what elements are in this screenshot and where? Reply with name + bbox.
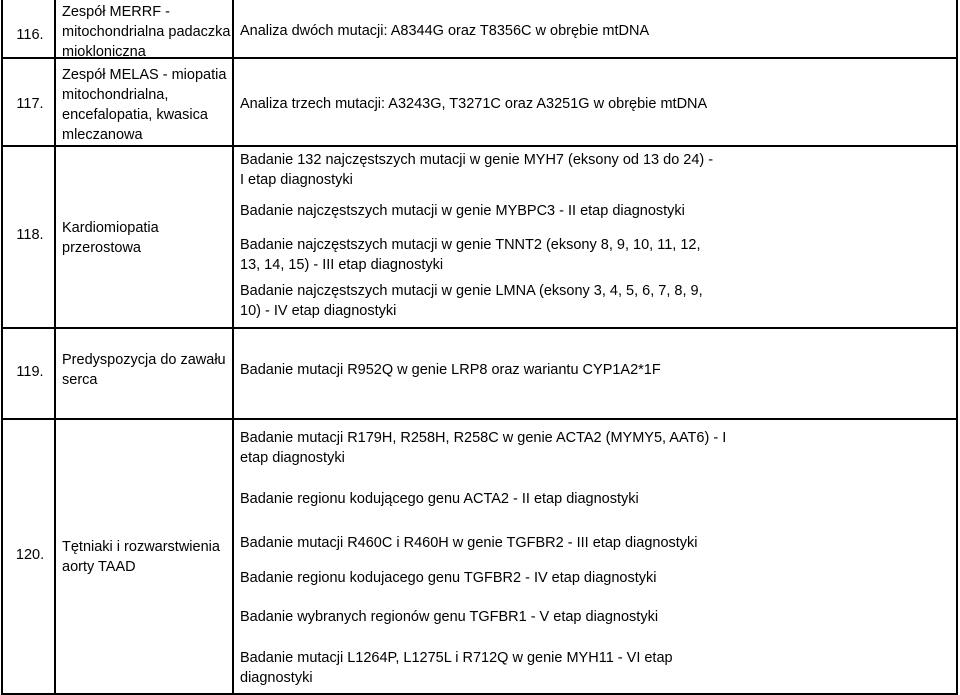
test-description: Badanie mutacji L1264P, L1275L i R712Q w genie MYH11 - VI etap diagnostyki <box>240 650 673 686</box>
test-description: Badanie najczęstszych mutacji w genie TNNT2 (eksony 8, 9, 10, 11, 12, 13, 14, 15) - III etap diagnostyki <box>240 237 701 273</box>
row-number: 120. <box>15 547 45 563</box>
row-divider <box>1 418 958 420</box>
test-description: Badanie najczęstszych mutacji w genie LMNA (eksony 3, 4, 5, 6, 7, 8, 9, 10) - IV etap diagnostyki <box>240 283 703 319</box>
row-number: 117. <box>16 96 44 112</box>
test-description: Badanie mutacji R179H, R258H, R258C w genie ACTA2 (MYMY5, AAT6) - I etap diagnostyki <box>240 430 727 466</box>
test-description: Analiza dwóch mutacji: A8344G oraz T8356C w obrębie mtDNA <box>240 23 650 39</box>
test-description: Analiza trzech mutacji: A3243G, T3271C oraz A3251G w obrębie mtDNA <box>240 96 708 112</box>
test-description: Badanie regionu kodujacego genu TGFBR2 - IV etap diagnostyki <box>240 570 657 586</box>
test-description: Badanie mutacji R460C i R460H w genie TGFBR2 - III etap diagnostyki <box>240 535 698 551</box>
disease-name: Zespół MELAS - miopatia mitochondrialna, encefalopatia, kwasica mleczanowa <box>62 67 227 143</box>
disease-name: Tętniaki i rozwarstwienia aorty TAAD <box>62 539 220 575</box>
disease-name: Kardiomiopatia przerostowa <box>62 220 159 256</box>
test-description: Badanie regionu kodującego genu ACTA2 - II etap diagnostyki <box>240 491 639 507</box>
test-description: Badanie 132 najczęstszych mutacji w genie MYH7 (eksony od 13 do 24) - I etap diagnostyki <box>240 152 714 188</box>
test-description: Badanie najczęstszych mutacji w genie MYBPC3 - II etap diagnostyki <box>240 203 685 219</box>
row-number: 119. <box>16 364 44 380</box>
table-border-left <box>1 0 3 695</box>
row-number: 118. <box>16 227 44 243</box>
row-divider <box>1 145 958 147</box>
test-description: Badanie mutacji R952Q w genie LRP8 oraz wariantu CYP1A2*1F <box>240 362 661 378</box>
disease-name: Predyspozycja do zawału serca <box>62 352 226 388</box>
table-border-right <box>956 0 958 695</box>
row-number: 116. <box>16 27 44 43</box>
row-divider <box>1 327 958 329</box>
test-description: Badanie wybranych regionów genu TGFBR1 - V etap diagnostyki <box>240 609 659 625</box>
disease-name: Zespół MERRF - mitochondrialna padaczka miokloniczna <box>62 4 231 60</box>
